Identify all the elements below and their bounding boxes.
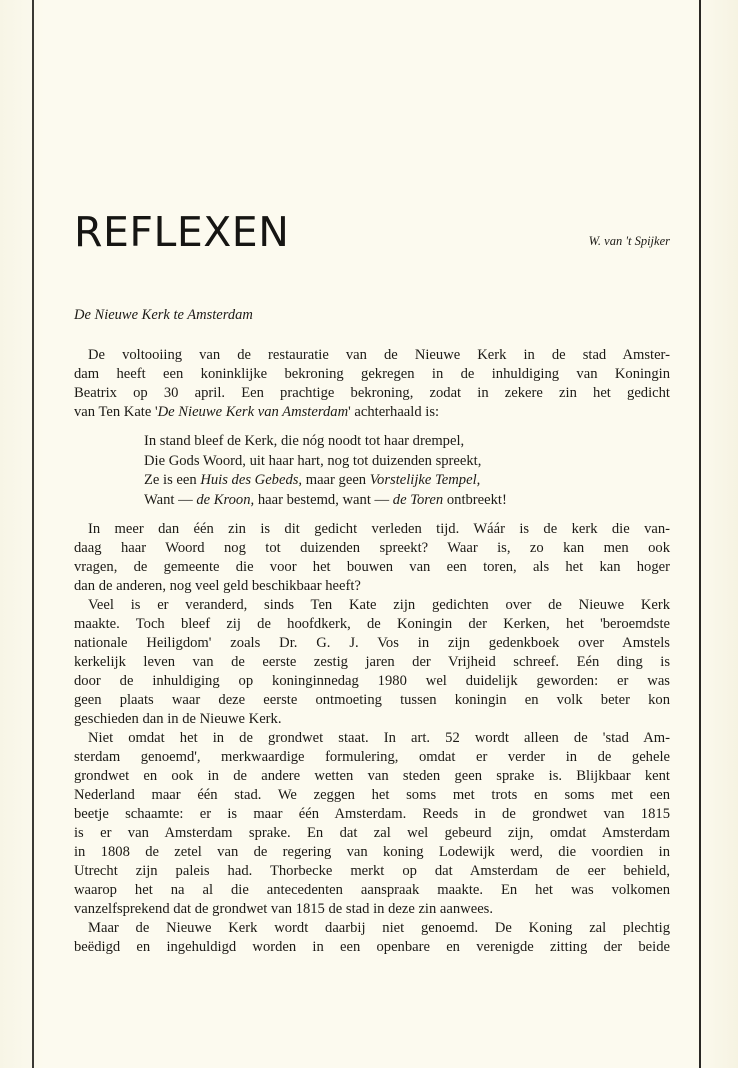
text-line: vragen, de gemeente die voor het bouwen van een toren, als het kan hoger	[74, 559, 670, 575]
paragraph-1	[74, 346, 670, 422]
text-line: van Ten Kate 'De Nieuwe Kerk van Amsterdam' achterhaald is:	[74, 404, 440, 420]
text-line: kerkelijk leven van de eerste zestig jaren der Vrijheid schreef. Eén ding is	[74, 654, 670, 670]
text-line: dam heeft een koninklijke bekroning gekregen in de inhuldiging van Koningin	[74, 366, 670, 382]
article-subtitle: De Nieuwe Kerk te Amsterdam	[74, 307, 253, 323]
text-line: nationale Heiligdom' zoals Dr. G. J. Vos in zijn gedenkboek over Amstels	[74, 635, 670, 651]
paragraph-4	[74, 729, 670, 919]
text-line: waarop het na al die antecedenten aanspraak maakte. En het was volkomen	[74, 882, 670, 898]
text-line: is er van Amsterdam sprake. En dat zal wel gebeurd zijn, omdat Amsterdam	[74, 825, 670, 841]
section-title: REFLEXEN	[74, 208, 290, 256]
paragraph-5	[74, 919, 670, 957]
scan-edge-right	[699, 0, 701, 1068]
text-line: Maar de Nieuwe Kerk wordt daarbij niet genoemd. De Koning zal plechtig	[88, 920, 670, 936]
text-line: geschieden dan in de Nieuwe Kerk.	[74, 711, 282, 727]
text-line: De voltooiing van de restauratie van de Nieuwe Kerk in de stad Amster-	[88, 347, 670, 363]
text-line: dan de anderen, nog veel geld beschikbaar heeft?	[74, 578, 361, 594]
paragraph-2	[74, 520, 670, 596]
text-line: in 1808 de zetel van de regering van koning Lodewijk werd, die voordien in	[74, 844, 670, 860]
text-line: Niet omdat het in de grondwet staat. In art. 52 wordt alleen de 'stad Am-	[88, 730, 670, 746]
text-line: sterdam genoemd', merkwaardige formulering, omdat er verder in de gehele	[74, 749, 670, 765]
poem-quote	[144, 432, 664, 510]
poem-line: In stand bleef de Kerk, die nóg noodt tot haar drempel,	[144, 433, 465, 449]
author-name: W. van 't Spijker	[588, 234, 670, 248]
text-line: In meer dan één zin is dit gedicht verleden tijd. Wáár is de kerk die van-	[88, 521, 670, 537]
paragraph-3	[74, 596, 670, 729]
text-line: Beatrix op 30 april. Een prachtige bekroning, zodat in zekere zin het gedicht	[74, 385, 670, 401]
text-line: beëdigd en ingehuldigd worden in een openbare en verenigde zitting der beide	[74, 939, 670, 955]
text-line: daag haar Woord nog tot duizenden spreekt? Waar is, zo kan men ook	[74, 540, 670, 556]
text-line: door de inhuldiging op koninginnedag 1980 wel duidelijk geworden: er was	[74, 673, 670, 689]
text-line: geen plaats waar deze eerste ontmoeting tussen koningin en volk beter kon	[74, 692, 670, 708]
poem-line: Want — de Kroon, haar bestemd, want — de Toren ontbreekt!	[144, 491, 507, 508]
text-line: Veel is er veranderd, sinds Ten Kate zijn gedichten over de Nieuwe Kerk	[88, 597, 670, 613]
text-line: Nederland maar één stad. We zeggen het soms met trots en soms met een	[74, 787, 670, 803]
poem-line: Ze is een Huis des Gebeds, maar geen Vorstelijke Tempel,	[144, 472, 481, 488]
text-line: grondwet en ook in de andere wetten van steden geen sprake is. Blijkbaar kent	[74, 768, 670, 784]
scan-edge-left	[32, 0, 34, 1068]
text-line: Utrecht zijn paleis had. Thorbecke merkt op dat Amsterdam de eer behield,	[74, 863, 670, 879]
text-line: vanzelfsprekend dat de grondwet van 1815 de stad in deze zin aanwees.	[74, 901, 494, 917]
text-line: maakte. Toch bleef zij de hoofdkerk, de Koningin der Kerken, het 'beroemdste	[74, 616, 670, 632]
poem-line: Die Gods Woord, uit haar hart, nog tot duizenden spreekt,	[144, 452, 482, 469]
text-line: beetje schaamte: er is maar één Amsterdam. Reeds in de grondwet van 1815	[74, 806, 670, 822]
